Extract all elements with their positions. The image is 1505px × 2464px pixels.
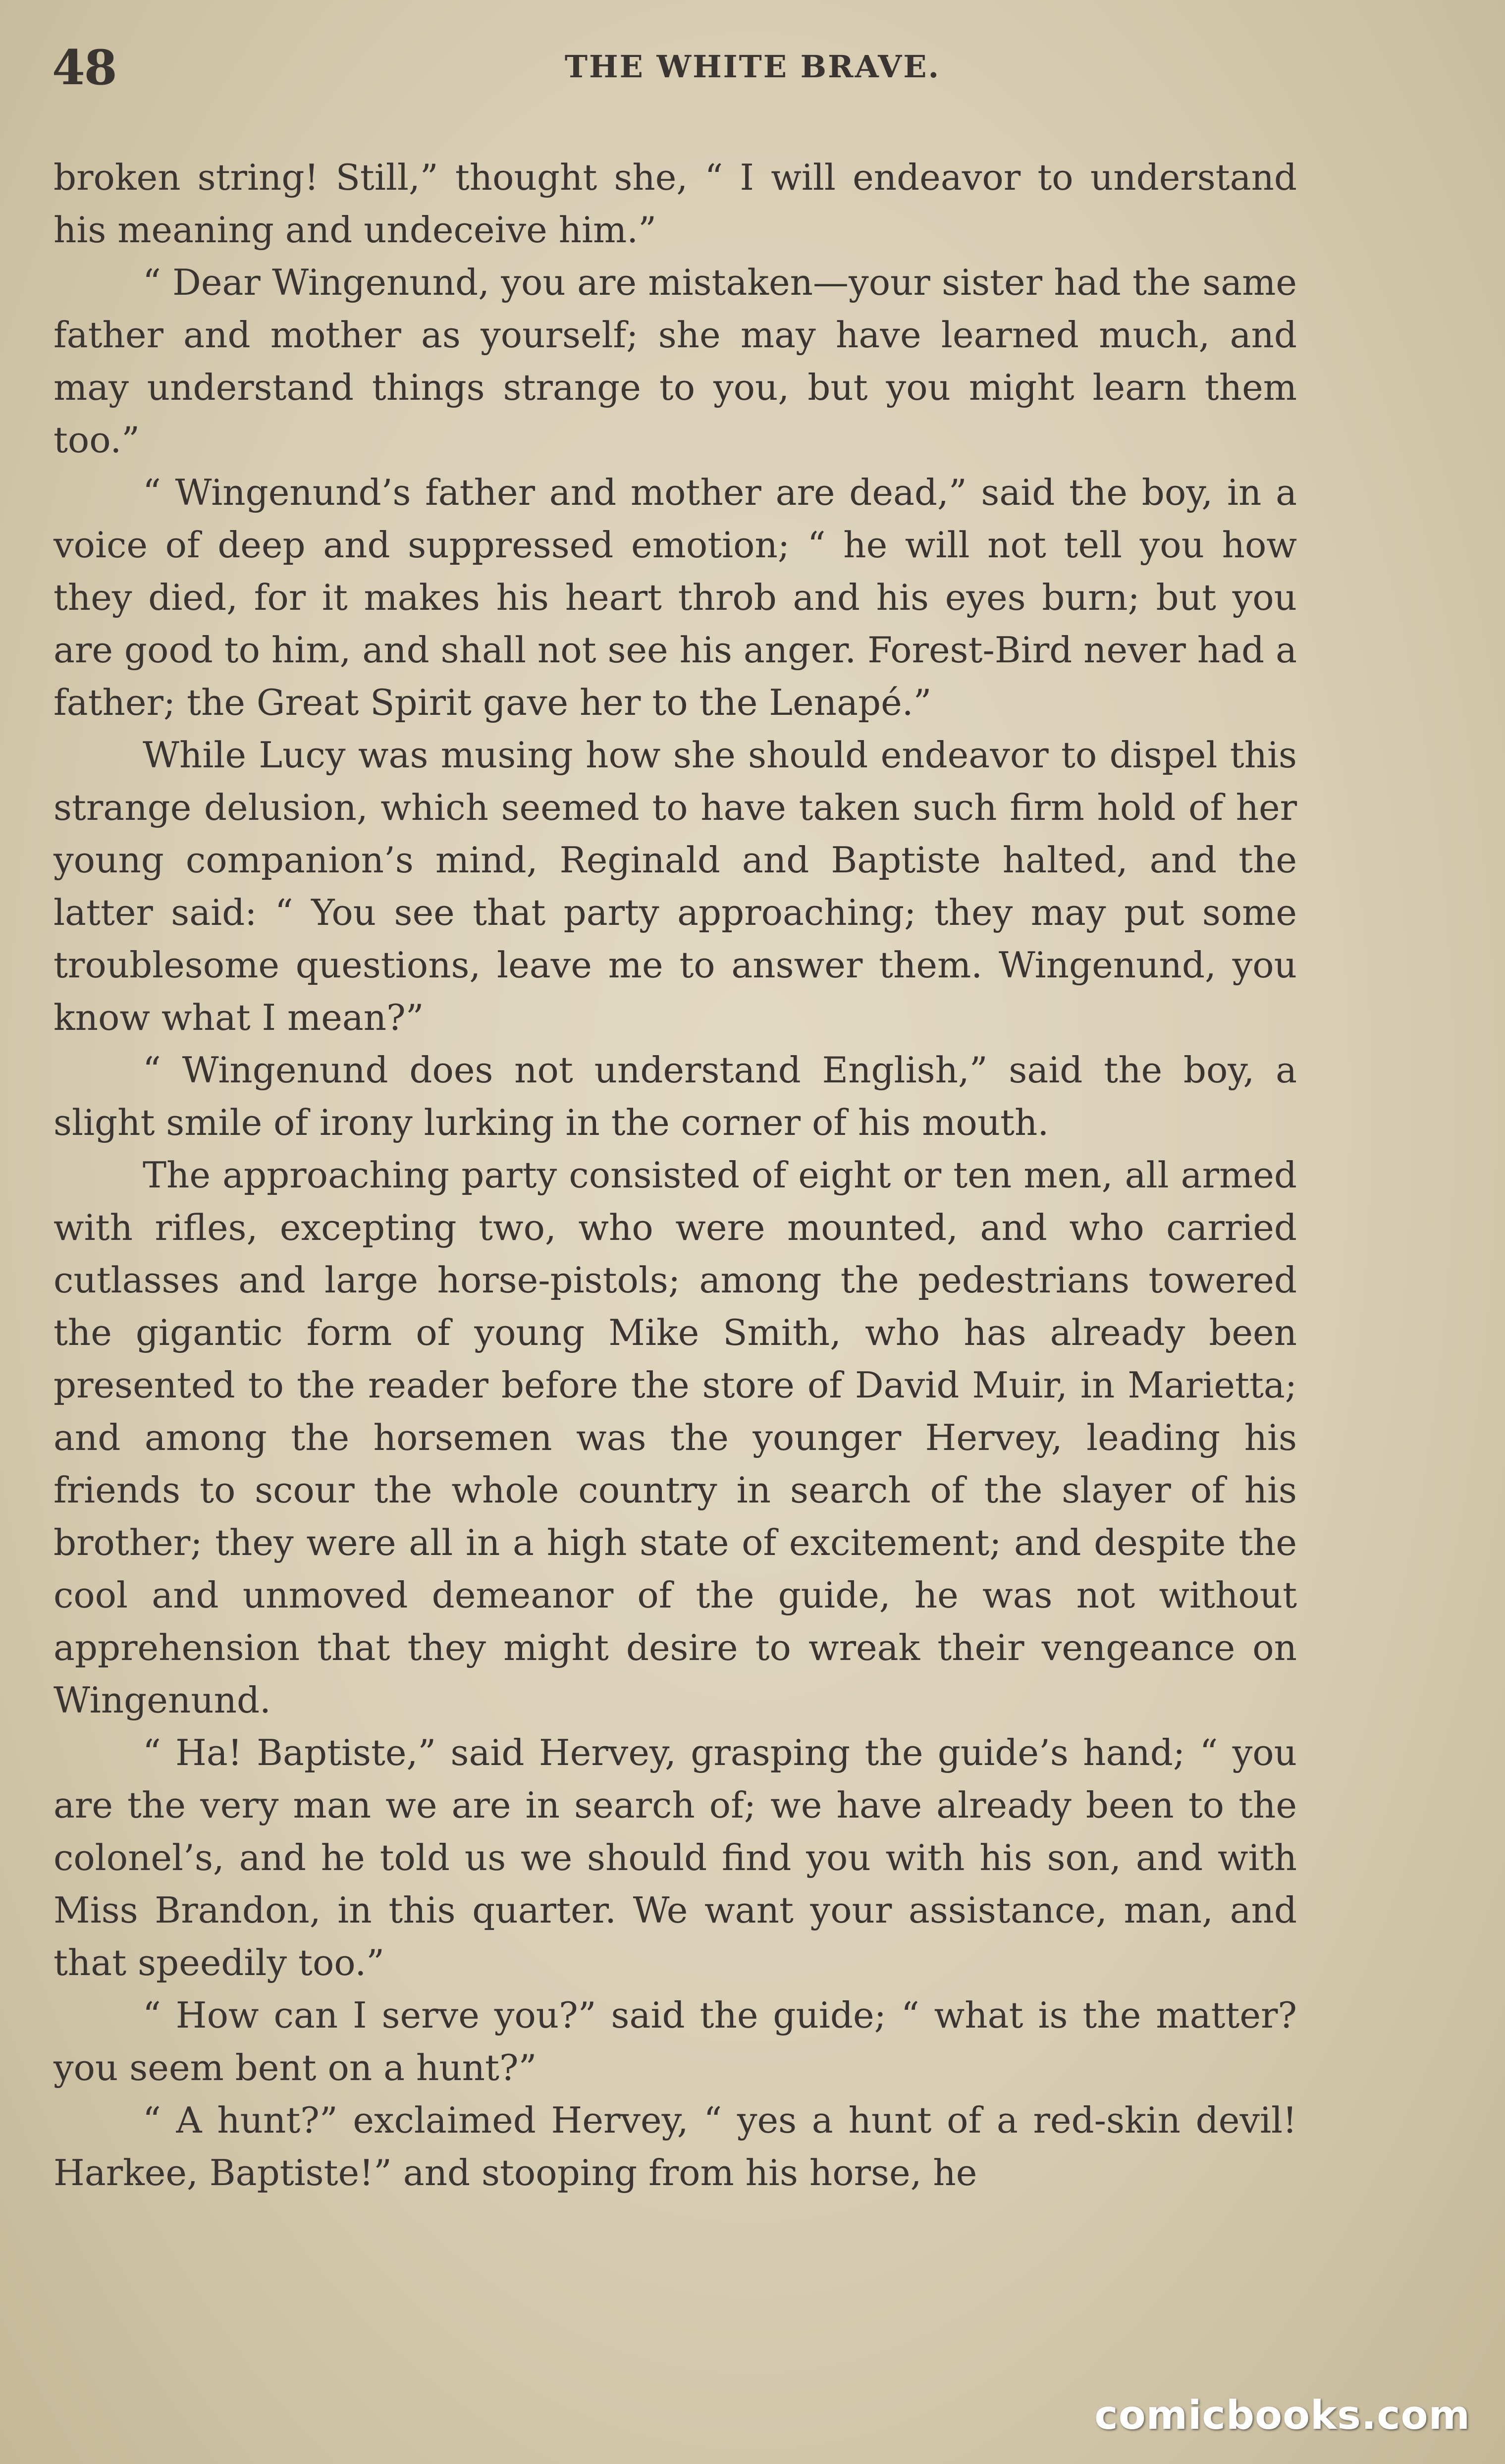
paragraph: While Lucy was musing how she should endeavor to dispel this strange delusion, which seemed to have taken such firm hold of her young companion’s mind, Reginald and Baptiste halted, and the latter said: “ You see that party approaching; they may put some troublesome questions, leave me to answer them. Wingenund, you know what I mean?” <box>54 734 1297 1038</box>
paragraph: “ How can I serve you?” said the guide; “ what is the matter? you seem bent on a hunt?” <box>54 1994 1297 2089</box>
page-number: 48 <box>52 40 116 96</box>
paragraph: “ Dear Wingenund, you are mistaken—your sister had the same father and mother as yourself; she may have learned much, and may understand things strange to you, but you might learn them too.” <box>54 262 1297 461</box>
paragraph: The approaching party consisted of eight or ten men, all armed with rifles, excepting two, who were mounted, and who carried cutlasses and large horse-pistols; among the pedestrians towered the gigantic form of young Mike Smith, who has already been presented to the reader before the store of David Muir, in Marietta; and among the horsemen was the younger Hervey, leading his friends to scour the whole country in search of the slayer of his brother; they were all in a high state of excitement; and despite the cool and unmoved demeanor of the guide, he was not without apprehension that they might desire to wreak their vengeance on Wingenund. <box>54 1154 1297 1721</box>
body-text <box>54 151 1297 2199</box>
paragraph: “ A hunt?” exclaimed Hervey, “ yes a hunt of a red-skin devil! Harkee, Baptiste!” and stooping from his horse, he <box>54 2099 1297 2194</box>
paragraph: broken string! Still,” thought she, “ I will endeavor to understand his meaning and undeceive him.” <box>54 157 1297 251</box>
paragraph: “ Wingenund’s father and mother are dead,” said the boy, in a voice of deep and suppressed emotion; “ he will not tell you how they died, for it makes his heart throb and his eyes burn; but you are good to him, and shall not see his anger. Forest-Bird never had a father; the Great Spirit gave her to the Lenapé.” <box>54 472 1297 723</box>
watermark: comicbooks.com <box>1094 2392 1470 2438</box>
paragraph: “ Wingenund does not understand English,” said the boy, a slight smile of irony lurking in the corner of his mouth. <box>54 1049 1297 1143</box>
running-title: THE WHITE BRAVE. <box>564 49 941 85</box>
page-header <box>52 40 1453 114</box>
paragraph: “ Ha! Baptiste,” said Hervey, grasping the guide’s hand; “ you are the very man we are in search of; we have already been to the colonel’s, and he told us we should find you with his son, and with Miss Brandon, in this quarter. We want your assistance, man, and that speedily too.” <box>54 1732 1297 1983</box>
